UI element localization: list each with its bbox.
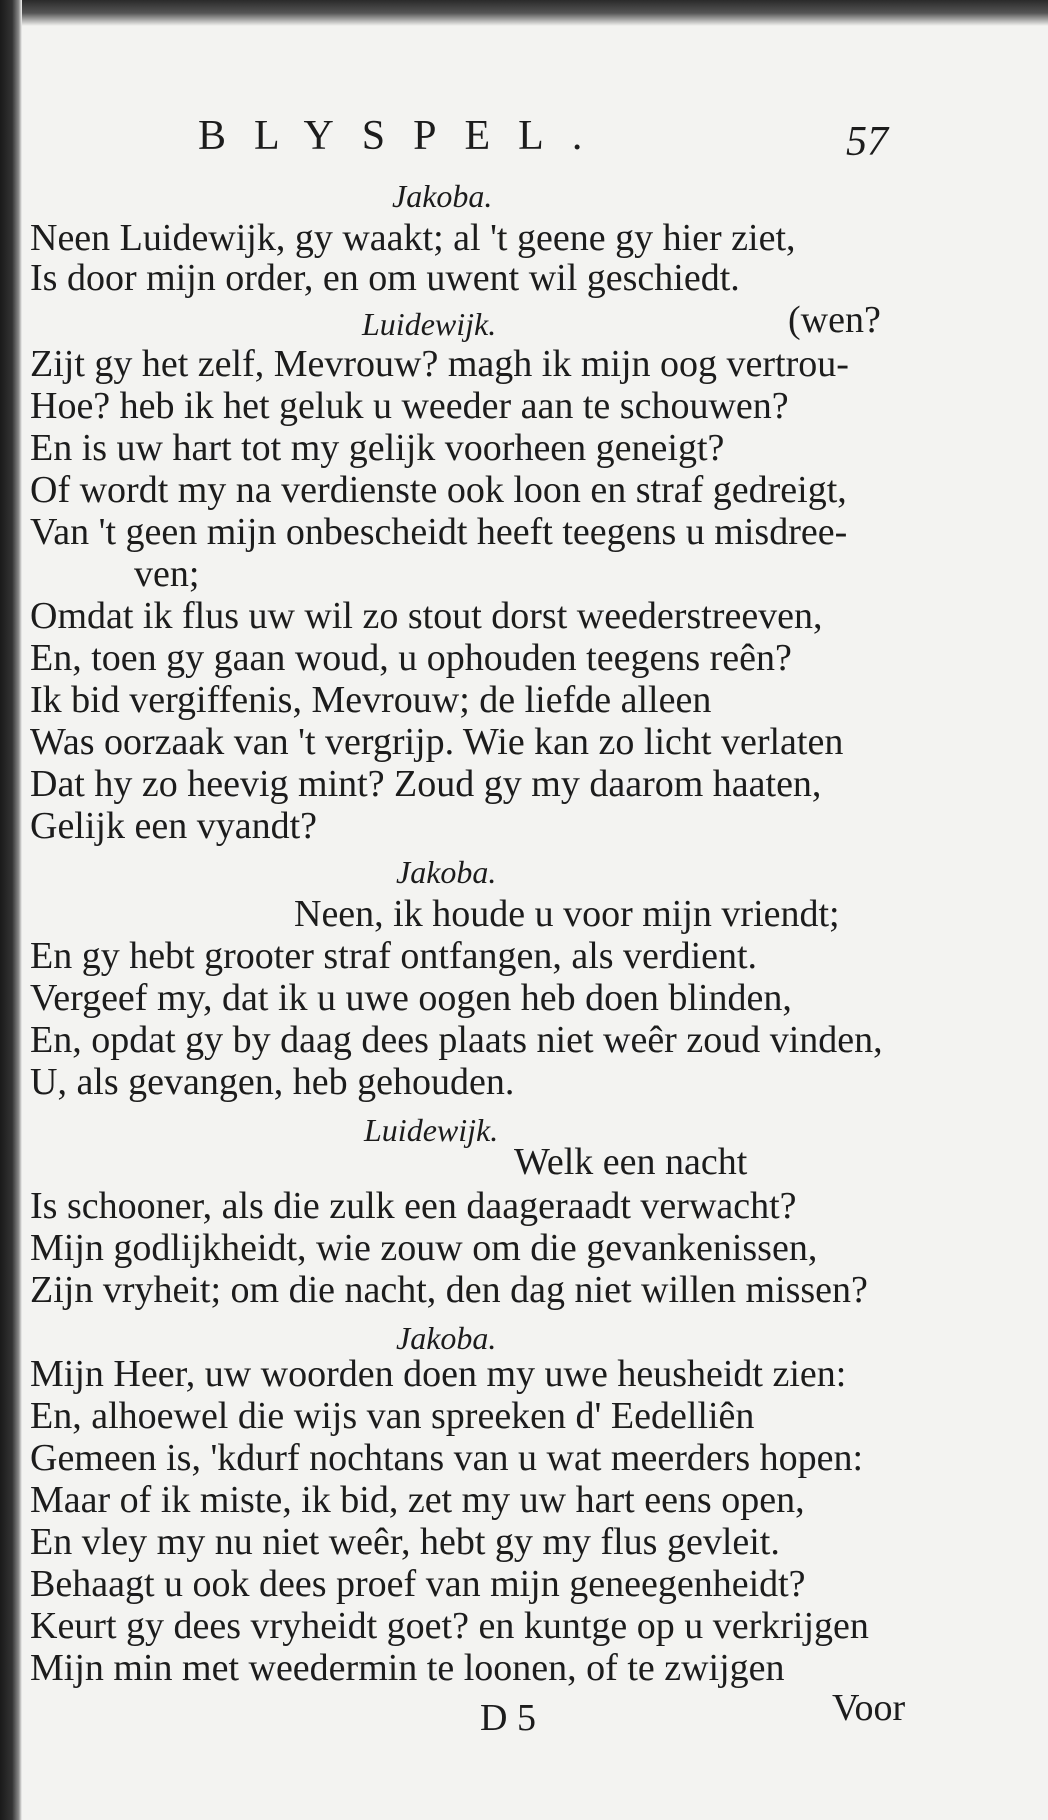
- verse-line: Neen, ik houde u voor mijn vriendt;: [294, 893, 840, 935]
- verse-line: Omdat ik flus uw wil zo stout dorst weederstreeven,: [30, 595, 823, 637]
- verse-line: Maar of ik miste, ik bid, zet my uw hart eens open,: [30, 1479, 805, 1521]
- verse-line: Mijn min met weedermin te loonen, of te zwijgen: [30, 1647, 785, 1689]
- verse-line: Is door mijn order, en om uwent wil geschiedt.: [30, 257, 740, 299]
- page-number: 57: [846, 119, 888, 165]
- verse-line-turnover: (wen?: [788, 299, 881, 341]
- verse-line: U, als gevangen, heb gehouden.: [30, 1061, 515, 1103]
- speaker-name: Jakoba.: [396, 854, 497, 890]
- verse-line: Was oorzaak van 't vergrijp. Wie kan zo licht verlaten: [30, 721, 844, 763]
- speaker-name: Luidewijk.: [364, 1112, 499, 1148]
- verse-line: Dat hy zo heevig mint? Zoud gy my daarom haaten,: [30, 763, 822, 805]
- verse-line: Mijn Heer, uw woorden doen my uwe heusheidt zien:: [30, 1353, 847, 1395]
- speaker-name: Luidewijk.: [362, 306, 497, 342]
- verse-line: En, alhoewel die wijs van spreeken d' Eedelliên: [30, 1395, 755, 1437]
- verse-line: Gemeen is, 'kdurf nochtans van u wat meerders hopen:: [30, 1437, 864, 1479]
- speaker-name: Jakoba.: [396, 1320, 497, 1356]
- verse-line: Hoe? heb ik het geluk u weeder aan te schouwen?: [30, 385, 789, 427]
- verse-line: En is uw hart tot my gelijk voorheen geneigt?: [30, 427, 725, 469]
- verse-line: Mijn godlijkheidt, wie zouw om die gevankenissen,: [30, 1227, 818, 1269]
- verse-line: En, toen gy gaan woud, u ophouden teegens reên?: [30, 637, 792, 679]
- verse-line: Keurt gy dees vryheidt goet? en kuntge op u verkrijgen: [30, 1605, 869, 1647]
- signature-mark: D 5: [480, 1697, 536, 1739]
- catchword: Voor: [832, 1687, 906, 1729]
- verse-line: Is schooner, als die zulk een daageraadt verwacht?: [30, 1185, 797, 1227]
- verse-line: ven;: [134, 553, 200, 595]
- verse-line: En, opdat gy by daag dees plaats niet weêr zoud vinden,: [30, 1019, 883, 1061]
- verse-line: Neen Luidewijk, gy waakt; al 't geene gy hier ziet,: [30, 217, 796, 259]
- verse-line: En gy hebt grooter straf ontfangen, als verdient.: [30, 935, 758, 977]
- verse-line: Of wordt my na verdienste ook loon en straf gedreigt,: [30, 469, 847, 511]
- verse-line: Vergeef my, dat ik u uwe oogen heb doen blinden,: [30, 977, 792, 1019]
- verse-line: Behaagt u ook dees proef van mijn geneegenheidt?: [30, 1563, 806, 1605]
- binding-edge-shadow: [0, 0, 22, 1820]
- verse-line: Zijn vryheit; om die nacht, den dag niet willen missen?: [30, 1269, 868, 1311]
- verse-line: Welk een nacht: [514, 1141, 748, 1183]
- verse-line: Ik bid vergiffenis, Mevrouw; de liefde alleen: [30, 679, 712, 721]
- verse-line: Zijt gy het zelf, Mevrouw? magh ik mijn oog vertrou-: [30, 343, 849, 385]
- running-head-title: BLYSPEL.: [198, 113, 611, 159]
- verse-line: En vley my nu niet weêr, hebt gy my flus gevleit.: [30, 1521, 780, 1563]
- verse-line: Van 't geen mijn onbescheidt heeft teegens u misdree-: [30, 511, 848, 553]
- page-top-edge-shadow: [0, 0, 1048, 26]
- speaker-name: Jakoba.: [392, 178, 493, 214]
- verse-line: Gelijk een vyandt?: [30, 805, 318, 847]
